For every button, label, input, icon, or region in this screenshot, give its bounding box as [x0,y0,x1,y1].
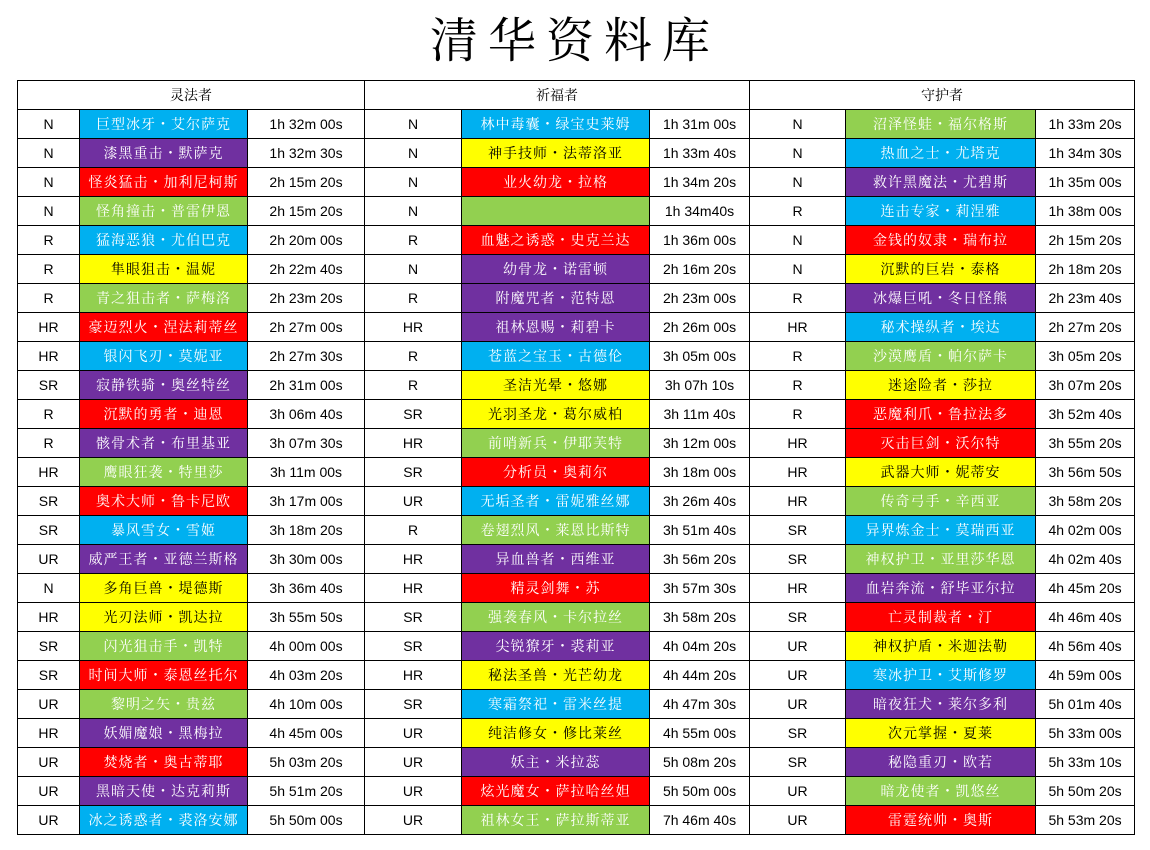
name-cell: 黑暗天使・达克莉斯 [80,777,248,806]
time-cell: 5h 08m 20s [650,748,750,777]
rarity-cell: R [18,400,80,429]
name-cell [462,197,650,226]
table-row [18,574,1135,603]
time-cell: 3h 36m 40s [248,574,365,603]
time-cell: 4h 02m 40s [1036,545,1135,574]
name-cell: 恶魔利爪・鲁拉法多 [846,400,1036,429]
rarity-cell: N [18,197,80,226]
rarity-cell: SR [365,603,462,632]
time-cell: 3h 07m 20s [1036,371,1135,400]
rarity-cell: UR [365,777,462,806]
time-cell: 2h 16m 20s [650,255,750,284]
table-row [18,603,1135,632]
name-cell: 附魔咒者・范特恩 [462,284,650,313]
name-cell: 神手技师・法蒂洛亚 [462,139,650,168]
name-cell: 青之狙击者・萨梅洛 [80,284,248,313]
table-row [18,458,1135,487]
table-row [18,139,1135,168]
name-cell: 异界炼金士・莫瑞西亚 [846,516,1036,545]
time-cell: 1h 32m 30s [248,139,365,168]
rarity-cell: HR [18,458,80,487]
table-row [18,400,1135,429]
rarity-cell: N [18,168,80,197]
group-header: 灵法者 [18,81,365,110]
name-cell: 时间大师・泰恩丝托尔 [80,661,248,690]
name-cell: 前哨新兵・伊耶芙特 [462,429,650,458]
time-cell: 2h 26m 00s [650,313,750,342]
time-cell: 5h 51m 20s [248,777,365,806]
rarity-cell: N [18,574,80,603]
name-cell: 沉默的勇者・迪恩 [80,400,248,429]
time-cell: 3h 11m 00s [248,458,365,487]
rarity-cell: UR [18,777,80,806]
table-row [18,342,1135,371]
rarity-cell: SR [365,632,462,661]
time-cell: 4h 45m 20s [1036,574,1135,603]
time-cell: 2h 15m 20s [248,168,365,197]
name-cell: 寒霜祭祀・雷米丝提 [462,690,650,719]
time-cell: 2h 18m 20s [1036,255,1135,284]
rarity-cell: R [365,516,462,545]
group-header-row [18,81,1135,110]
table-row [18,661,1135,690]
time-cell: 3h 55m 50s [248,603,365,632]
table-row [18,255,1135,284]
time-cell: 2h 20m 00s [248,226,365,255]
time-cell: 3h 07h 10s [650,371,750,400]
time-cell: 1h 36m 00s [650,226,750,255]
time-cell: 5h 33m 10s [1036,748,1135,777]
rarity-cell: UR [750,806,846,835]
name-cell: 亡灵制裁者・汀 [846,603,1036,632]
table-row [18,545,1135,574]
name-cell: 救许黑魔法・尤碧斯 [846,168,1036,197]
rarity-cell: SR [18,371,80,400]
name-cell: 金钱的奴隶・瑞布拉 [846,226,1036,255]
rarity-cell: N [365,139,462,168]
time-cell: 2h 31m 00s [248,371,365,400]
time-cell: 1h 33m 20s [1036,110,1135,139]
name-cell: 暗夜狂犬・莱尔多利 [846,690,1036,719]
time-cell: 7h 46m 40s [650,806,750,835]
time-cell: 4h 44m 20s [650,661,750,690]
rarity-cell: R [18,429,80,458]
name-cell: 焚烧者・奥古蒂耶 [80,748,248,777]
rarity-cell: UR [750,661,846,690]
name-cell: 妖媚魔娘・黑梅拉 [80,719,248,748]
rarity-cell: R [18,226,80,255]
rarity-cell: HR [18,342,80,371]
rarity-cell: N [750,226,846,255]
time-cell: 2h 15m 20s [1036,226,1135,255]
name-cell: 沼泽怪蛙・福尔格斯 [846,110,1036,139]
name-cell: 灭击巨剑・沃尔特 [846,429,1036,458]
rarity-cell: HR [365,661,462,690]
time-cell: 3h 06m 40s [248,400,365,429]
group-header: 守护者 [750,81,1135,110]
rarity-cell: HR [365,313,462,342]
time-cell: 3h 58m 20s [650,603,750,632]
name-cell: 冰爆巨吼・冬日怪熊 [846,284,1036,313]
table-row [18,806,1135,835]
name-cell: 暴风雪女・雪姬 [80,516,248,545]
time-cell: 2h 27m 20s [1036,313,1135,342]
name-cell: 苍蓝之宝玉・古德伦 [462,342,650,371]
name-cell: 光羽圣龙・葛尔威柏 [462,400,650,429]
rarity-cell: R [750,400,846,429]
name-cell: 血魅之诱惑・史克兰达 [462,226,650,255]
rarity-cell: N [750,168,846,197]
name-cell: 冰之诱惑者・裘洛安娜 [80,806,248,835]
name-cell: 炫光魔女・萨拉哈丝妲 [462,777,650,806]
time-cell: 2h 22m 40s [248,255,365,284]
rarity-cell: R [365,371,462,400]
rarity-cell: N [365,197,462,226]
name-cell: 业火幼龙・拉格 [462,168,650,197]
time-cell: 3h 18m 00s [650,458,750,487]
name-cell: 秘隐重刃・欧若 [846,748,1036,777]
time-cell: 3h 26m 40s [650,487,750,516]
rarity-cell: R [365,342,462,371]
rarity-cell: R [750,342,846,371]
name-cell: 祖林女王・萨拉斯蒂亚 [462,806,650,835]
time-cell: 4h 46m 40s [1036,603,1135,632]
time-cell: 4h 00m 00s [248,632,365,661]
time-cell: 2h 27m 30s [248,342,365,371]
name-cell: 圣洁光晕・悠娜 [462,371,650,400]
time-cell: 4h 47m 30s [650,690,750,719]
table-row [18,632,1135,661]
time-cell: 3h 55m 20s [1036,429,1135,458]
time-cell: 2h 27m 00s [248,313,365,342]
rarity-cell: R [750,197,846,226]
rarity-cell: UR [18,806,80,835]
name-cell: 寂静铁骑・奥丝特丝 [80,371,248,400]
rarity-cell: UR [750,777,846,806]
time-cell: 3h 56m 50s [1036,458,1135,487]
rarity-cell: SR [750,603,846,632]
name-cell: 秘法圣兽・光芒幼龙 [462,661,650,690]
time-cell: 5h 01m 40s [1036,690,1135,719]
time-cell: 3h 56m 20s [650,545,750,574]
name-cell: 神权护卫・亚里莎华恩 [846,545,1036,574]
rarity-cell: N [750,139,846,168]
name-cell: 多角巨兽・堤德斯 [80,574,248,603]
rarity-cell: HR [750,458,846,487]
time-cell: 3h 05m 00s [650,342,750,371]
name-cell: 分析员・奥莉尔 [462,458,650,487]
rarity-cell: N [365,168,462,197]
name-cell: 林中毒囊・绿宝史莱姆 [462,110,650,139]
table-row [18,690,1135,719]
time-cell: 1h 35m 00s [1036,168,1135,197]
time-cell: 4h 56m 40s [1036,632,1135,661]
time-cell: 5h 50m 20s [1036,777,1135,806]
name-cell: 豪迈烈火・涅法莉蒂丝 [80,313,248,342]
table-row [18,197,1135,226]
name-cell: 尖锐獠牙・裘莉亚 [462,632,650,661]
time-cell: 3h 11m 40s [650,400,750,429]
name-cell: 迷途险者・莎拉 [846,371,1036,400]
name-cell: 怪角撞击・普雷伊恩 [80,197,248,226]
table-row [18,168,1135,197]
rarity-cell: UR [365,806,462,835]
rarity-cell: SR [365,458,462,487]
name-cell: 漆黑重击・默萨克 [80,139,248,168]
time-cell: 5h 33m 00s [1036,719,1135,748]
table-row [18,487,1135,516]
time-cell: 1h 34m40s [650,197,750,226]
data-table [17,80,1135,835]
time-cell: 3h 18m 20s [248,516,365,545]
name-cell: 猛海恶狼・尤伯巴克 [80,226,248,255]
rarity-cell: HR [750,487,846,516]
rarity-cell: SR [750,545,846,574]
name-cell: 银闪飞刃・莫妮亚 [80,342,248,371]
table-row [18,719,1135,748]
name-cell: 无垢圣者・雷妮雅丝娜 [462,487,650,516]
name-cell: 传奇弓手・辛西亚 [846,487,1036,516]
time-cell: 4h 04m 20s [650,632,750,661]
name-cell: 黎明之矢・贵兹 [80,690,248,719]
time-cell: 1h 34m 20s [650,168,750,197]
time-cell: 1h 32m 00s [248,110,365,139]
name-cell: 奥术大师・鲁卡尼欧 [80,487,248,516]
time-cell: 1h 38m 00s [1036,197,1135,226]
time-cell: 4h 55m 00s [650,719,750,748]
time-cell: 1h 33m 40s [650,139,750,168]
rarity-cell: HR [18,603,80,632]
group-header: 祈福者 [365,81,750,110]
time-cell: 4h 02m 00s [1036,516,1135,545]
table-row [18,313,1135,342]
rarity-cell: HR [750,313,846,342]
time-cell: 3h 52m 40s [1036,400,1135,429]
name-cell: 精灵剑舞・苏 [462,574,650,603]
rarity-cell: UR [365,487,462,516]
name-cell: 怪炎猛击・加利尼柯斯 [80,168,248,197]
rarity-cell: HR [750,574,846,603]
time-cell: 3h 58m 20s [1036,487,1135,516]
time-cell: 5h 50m 00s [650,777,750,806]
name-cell: 暗龙使者・凯悠丝 [846,777,1036,806]
table-body [18,81,1135,835]
page-title: 清华资料库 [429,13,720,69]
name-cell: 连击专家・莉涅雅 [846,197,1036,226]
name-cell: 祖林恩赐・莉碧卡 [462,313,650,342]
name-cell: 血岩奔流・舒毕亚尔拉 [846,574,1036,603]
name-cell: 寒冰护卫・艾斯修罗 [846,661,1036,690]
name-cell: 雷霆统帅・奥斯 [846,806,1036,835]
table-row [18,110,1135,139]
time-cell: 4h 45m 00s [248,719,365,748]
time-cell: 2h 23m 20s [248,284,365,313]
rarity-cell: HR [18,719,80,748]
name-cell: 鹰眼狂袭・特里莎 [80,458,248,487]
time-cell: 3h 57m 30s [650,574,750,603]
rarity-cell: HR [18,313,80,342]
time-cell: 4h 03m 20s [248,661,365,690]
name-cell: 隼眼狙击・温妮 [80,255,248,284]
time-cell: 2h 23m 00s [650,284,750,313]
table-row [18,777,1135,806]
rarity-cell: UR [750,690,846,719]
time-cell: 5h 50m 00s [248,806,365,835]
name-cell: 巨型冰牙・艾尔萨克 [80,110,248,139]
time-cell: 3h 30m 00s [248,545,365,574]
rarity-cell: N [365,110,462,139]
rarity-cell: HR [365,429,462,458]
rarity-cell: SR [750,516,846,545]
rarity-cell: R [18,255,80,284]
rarity-cell: HR [365,545,462,574]
rarity-cell: R [750,284,846,313]
rarity-cell: N [365,255,462,284]
rarity-cell: N [750,255,846,284]
table-row [18,284,1135,313]
name-cell: 沙漠鹰盾・帕尔萨卡 [846,342,1036,371]
rarity-cell: UR [18,545,80,574]
name-cell: 热血之士・尤塔克 [846,139,1036,168]
rarity-cell: HR [750,429,846,458]
time-cell: 3h 51m 40s [650,516,750,545]
rarity-cell: SR [365,400,462,429]
name-cell: 纯洁修女・修比莱丝 [462,719,650,748]
time-cell: 2h 23m 40s [1036,284,1135,313]
name-cell: 秘术操纵者・埃达 [846,313,1036,342]
time-cell: 2h 15m 20s [248,197,365,226]
time-cell: 5h 03m 20s [248,748,365,777]
rarity-cell: SR [365,690,462,719]
rarity-cell: UR [18,690,80,719]
time-cell: 4h 59m 00s [1036,661,1135,690]
time-cell: 3h 05m 20s [1036,342,1135,371]
rarity-cell: UR [365,748,462,777]
rarity-cell: R [18,284,80,313]
rarity-cell: HR [365,574,462,603]
table-row [18,371,1135,400]
name-cell: 威严王者・亚德兰斯格 [80,545,248,574]
rarity-cell: R [365,226,462,255]
time-cell: 4h 10m 00s [248,690,365,719]
rarity-cell: SR [750,719,846,748]
time-cell: 3h 07m 30s [248,429,365,458]
rarity-cell: N [18,139,80,168]
name-cell: 异血兽者・西维亚 [462,545,650,574]
table-row [18,226,1135,255]
time-cell: 3h 12m 00s [650,429,750,458]
name-cell: 骸骨术者・布里基亚 [80,429,248,458]
rarity-cell: SR [18,487,80,516]
name-cell: 卷翅烈风・莱恩比斯特 [462,516,650,545]
time-cell: 1h 31m 00s [650,110,750,139]
rarity-cell: R [750,371,846,400]
name-cell: 妖主・米拉蕊 [462,748,650,777]
name-cell: 幼骨龙・诺雷顿 [462,255,650,284]
rarity-cell: R [365,284,462,313]
rarity-cell: UR [365,719,462,748]
name-cell: 沉默的巨岩・泰格 [846,255,1036,284]
rarity-cell: SR [18,661,80,690]
rarity-cell: N [750,110,846,139]
name-cell: 武器大师・妮蒂安 [846,458,1036,487]
table-row [18,748,1135,777]
rarity-cell: UR [18,748,80,777]
rarity-cell: UR [750,632,846,661]
name-cell: 次元掌握・夏莱 [846,719,1036,748]
name-cell: 光刃法师・凯达拉 [80,603,248,632]
table-row [18,516,1135,545]
rarity-cell: SR [18,632,80,661]
rarity-cell: SR [18,516,80,545]
name-cell: 强袭春风・卡尔拉丝 [462,603,650,632]
time-cell: 3h 17m 00s [248,487,365,516]
time-cell: 5h 53m 20s [1036,806,1135,835]
name-cell: 闪光狙击手・凯特 [80,632,248,661]
rarity-cell: N [18,110,80,139]
rarity-cell: SR [750,748,846,777]
time-cell: 1h 34m 30s [1036,139,1135,168]
table-row [18,429,1135,458]
name-cell: 神权护盾・米迦法勒 [846,632,1036,661]
